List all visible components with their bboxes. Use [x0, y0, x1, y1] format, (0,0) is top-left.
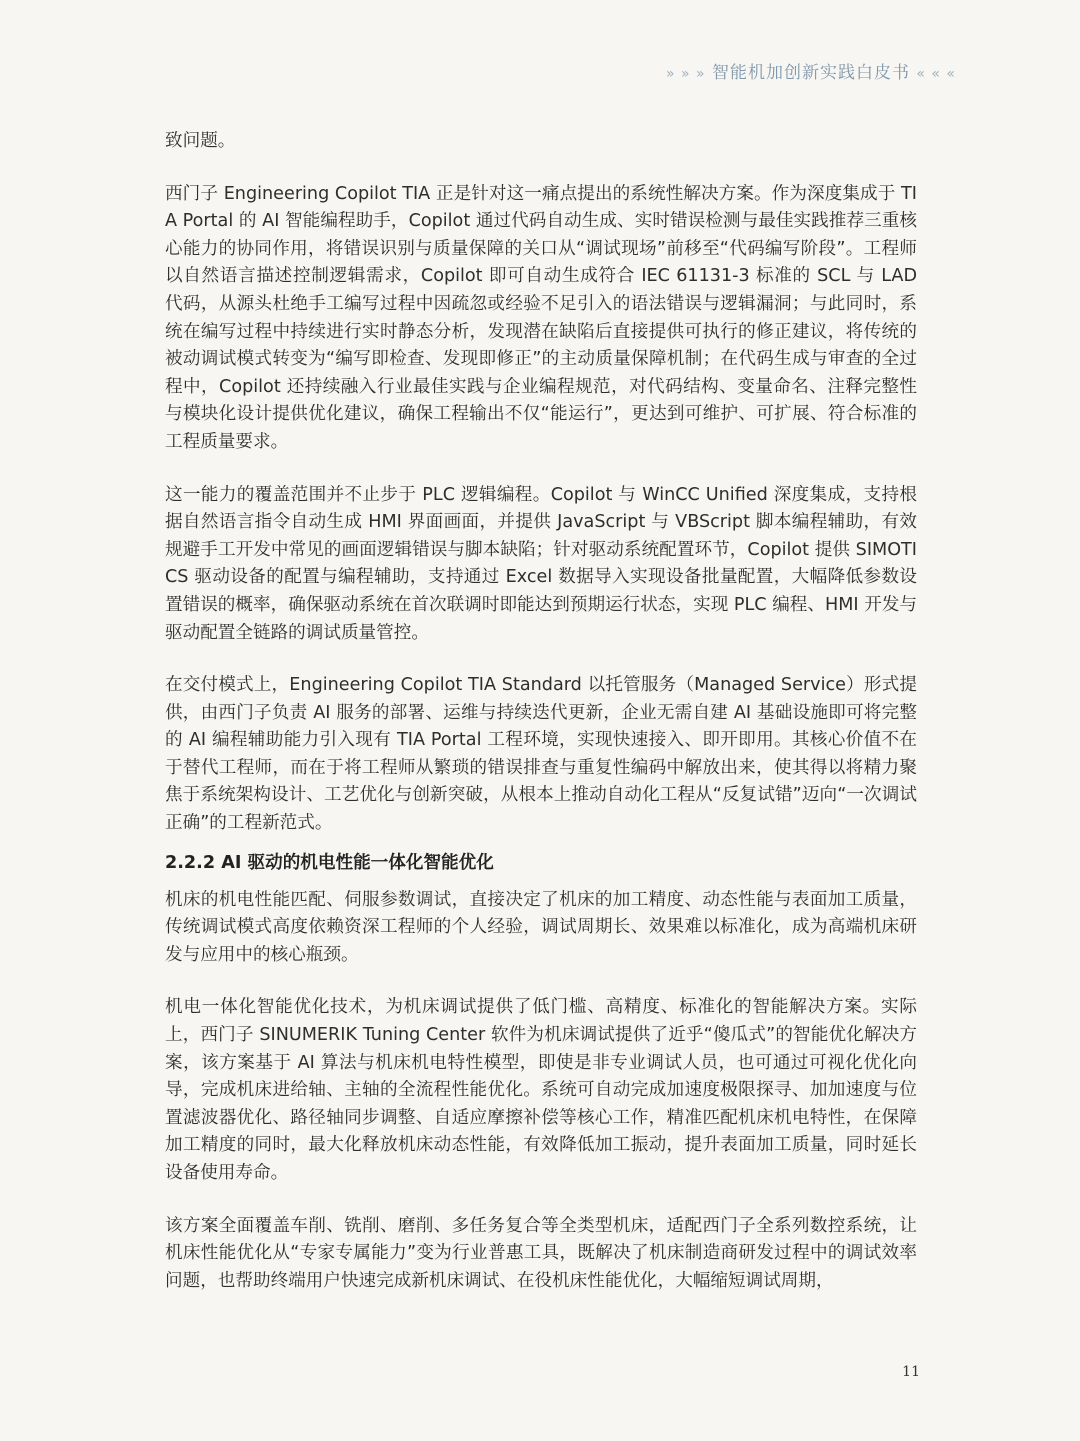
- section-heading: 2.2.2 AI 驱动的机电性能一体化智能优化: [165, 852, 494, 873]
- header-left-chevrons: » » »: [665, 66, 706, 82]
- paragraph-machine-performance: 机床的机电性能匹配、伺服参数调试，直接决定了机床的加工精度、动态性能与表面加工质量，传统调试模式高度依赖资深工程师的个人经验，调试周期长、效果难以标准化，成为高端机床研发与应用中的核心瓶颈。: [165, 889, 917, 965]
- page-body: [165, 128, 917, 1295]
- paragraph-copilot-intro: 西门子 Engineering Copilot TIA 正是针对这一痛点提出的系统性解决方案。作为深度集成于 TIA Portal 的 AI 智能编程助手，Copilot 通过代码自动生成、实时错误检测与最佳实践推荐三重核心能力的协同作用，将错误识别与质量保障的关口从“调试现场”前移至“代码编写阶段”。工程师以自然语言描述控制逻辑需求，Copilot 即可自动生成符合 IEC 61131-3 标准的 SCL 与 LAD 代码，从源头杜绝手工编写过程中因疏忽或经验不足引入的语法错误与逻辑漏洞；与此同时，系统在编写过程中持续进行实时静态分析，发现潜在缺陷后直接提供可执行的修正建议，将传统的被动调试模式转变为“编写即检查、发现即修正”的主动质量保障机制；在代码生成与审查的全过程中，Copilot 还持续融入行业最佳实践与企业编程规范，对代码结构、变量命名、注释完整性与模块化设计提供优化建议，确保工程输出不仅“能运行”，更达到可维护、可扩展、符合标准的工程质量要求。: [165, 183, 917, 452]
- paragraph-coverage-all-machines: 该方案全面覆盖车削、铣削、磨削、多任务复合等全类型机床，适配西门子全系列数控系统，让机床性能优化从“专家专属能力”变为行业普惠工具，既解决了机床制造商研发过程中的调试效率问题，也帮助终端用户快速完成新机床调试、在役机床性能优化，大幅缩短调试周期，: [165, 1215, 917, 1291]
- header-right-chevrons: « « «: [916, 66, 956, 82]
- running-header: [666, 58, 956, 83]
- paragraph-continuation: 致问题。: [165, 131, 236, 151]
- page-number: 11: [902, 1364, 920, 1380]
- header-title: 智能机加创新实践白皮书: [711, 63, 910, 83]
- paragraph-copilot-coverage: 这一能力的覆盖范围并不止步于 PLC 逻辑编程。Copilot 与 WinCC Unified 深度集成，支持根据自然语言指令自动生成 HMI 界面画面，并提供 JavaScript 与 VBScript 脚本编程辅助，有效规避手工开发中常见的画面逻辑错误与脚本缺陷；针对驱动系统配置环节，Copilot 提供 SIMOTICS 驱动设备的配置与编程辅助，支持通过 Excel 数据导入实现设备批量配置，大幅降低参数设置错误的概率，确保驱动系统在首次联调时即能达到预期运行状态，实现 PLC 编程、HMI 开发与驱动配置全链路的调试质量管控。: [165, 484, 917, 643]
- paragraph-tuning-center: 机电一体化智能优化技术，为机床调试提供了低门槛、高精度、标准化的智能解决方案。实际上，西门子 SINUMERIK Tuning Center 软件为机床调试提供了近乎“傻瓜式”的智能优化解决方案，该方案基于 AI 算法与机床机电特性模型，即使是非专业调试人员，也可通过可视化优化向导，完成机床进给轴、主轴的全流程性能优化。系统可自动完成加速度极限探寻、加加速度与位置滤波器优化、路径轴同步调整、自适应摩擦补偿等核心工作，精准匹配机床机电特性，在保障加工精度的同时，最大化释放机床动态性能，有效降低加工振动，提升表面加工质量，同时延长设备使用寿命。: [165, 997, 917, 1183]
- paragraph-delivery-model: 在交付模式上，Engineering Copilot TIA Standard 以托管服务（Managed Service）形式提供，由西门子负责 AI 服务的部署、运维与持续迭代更新，企业无需自建 AI 基础设施即可将完整的 AI 编程辅助能力引入现有 TIA Portal 工程环境，实现快速接入、即开即用。其核心价值不在于替代工程师，而在于将工程师从繁琐的错误排查与重复性编码中解放出来，使其得以将精力聚焦于系统架构设计、工艺优化与创新突破，从根本上推动自动化工程从“反复试错”迈向“一次调试正确”的工程新范式。: [165, 675, 917, 834]
